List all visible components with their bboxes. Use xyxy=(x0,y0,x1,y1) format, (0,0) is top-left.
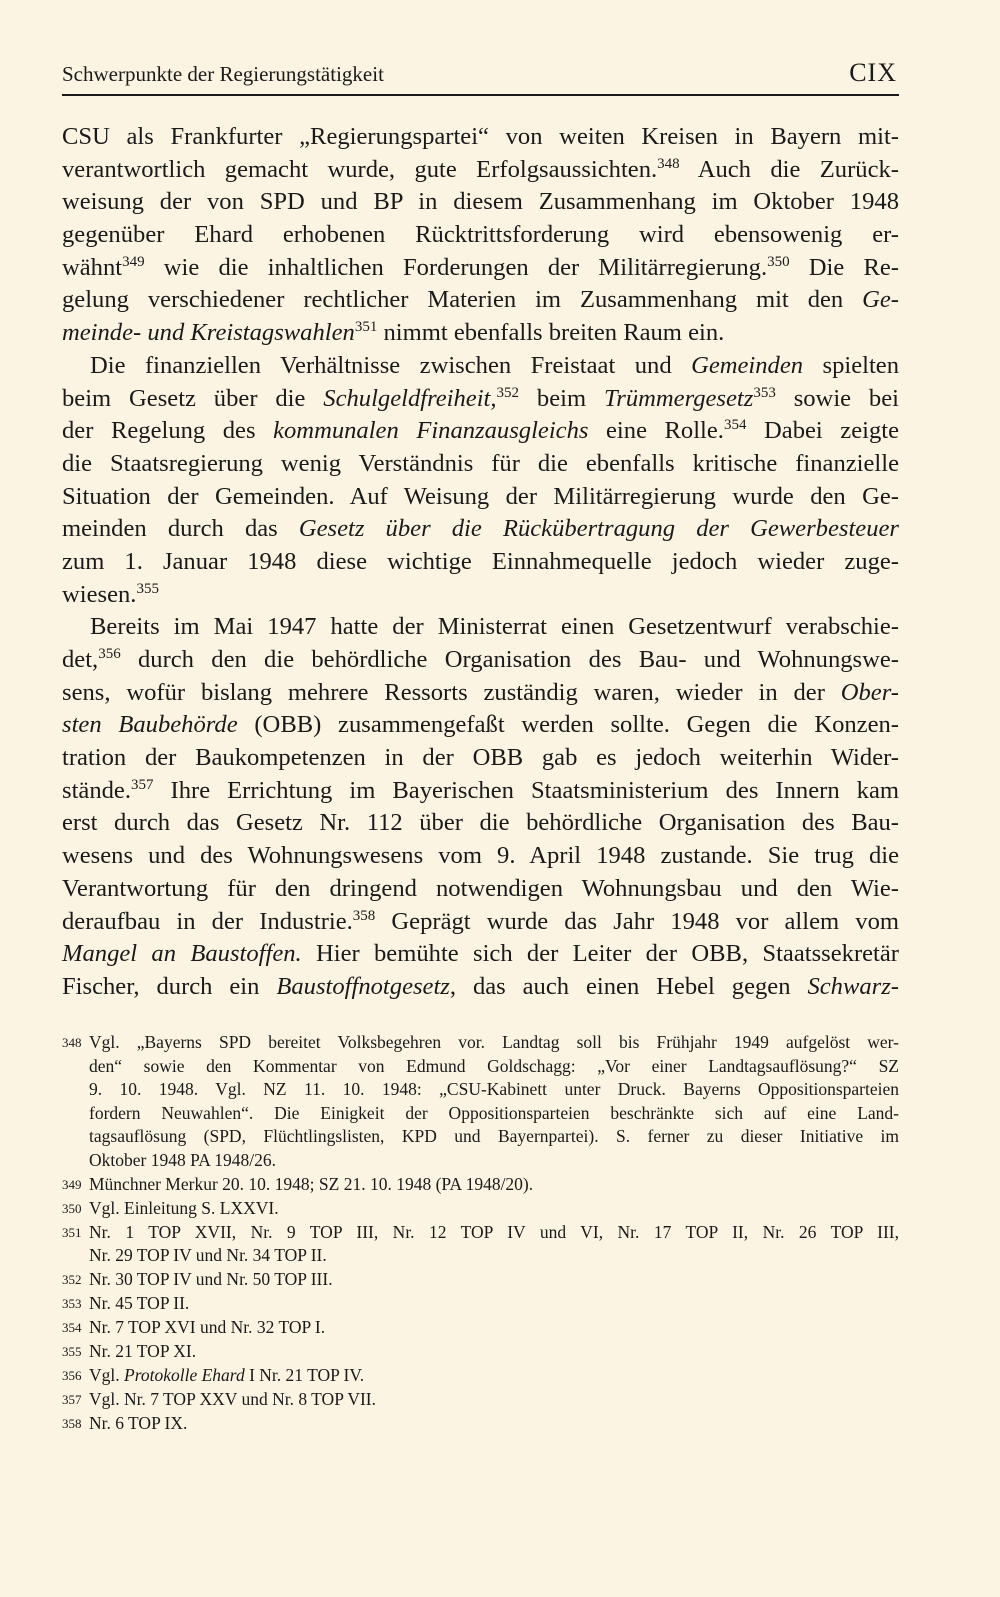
text-line xyxy=(62,350,899,383)
text-run: Vgl. Einleitung S. LXXVI. xyxy=(89,1197,279,1218)
text-line xyxy=(62,481,899,514)
text-line xyxy=(62,121,899,154)
footnote xyxy=(62,1412,899,1436)
text-run: Oktober 1948 PA 1948/26. xyxy=(89,1149,277,1170)
text-run: 9. 10. 1948. Vgl. NZ 11. 10. 1948: „CSU-Kabinett unter Druck. Bayerns Oppositionsparteien xyxy=(89,1079,899,1100)
text-run: CSU als Frankfurter „Regierungspartei“ von weiten Kreisen in Bayern mit- xyxy=(62,123,899,150)
text-line xyxy=(62,513,899,546)
text-line xyxy=(62,448,899,481)
text-run: verantwortlich gemacht wurde, gute Erfolgsaussichten. xyxy=(62,155,658,183)
text-line xyxy=(62,186,899,219)
footnote-ref: 358 xyxy=(352,907,376,924)
text-line xyxy=(62,840,899,873)
text-line xyxy=(62,383,899,416)
text-run: Vgl. xyxy=(89,1364,124,1385)
text-run: sens, wofür bislang mehrere Ressorts zuständig waren, wieder in der xyxy=(62,678,841,706)
text-line xyxy=(62,252,899,285)
footnote-line xyxy=(89,1292,899,1316)
footnote-number: 351 xyxy=(62,1224,82,1240)
footnote-text xyxy=(89,1292,899,1316)
footnote xyxy=(62,1221,899,1268)
footnote xyxy=(62,1292,899,1316)
text-run: Dabei zeigte xyxy=(746,417,899,445)
footnote-ref: 352 xyxy=(496,384,520,401)
italic-text: kommunalen Finanzausgleichs xyxy=(273,417,589,445)
text-line xyxy=(62,579,899,612)
page-number: CIX xyxy=(849,58,897,87)
footnote-number: 352 xyxy=(62,1271,82,1287)
footnote-line xyxy=(89,1316,899,1340)
text-run: Nr. 21 TOP XI. xyxy=(89,1340,197,1361)
footnote xyxy=(62,1173,899,1197)
text-run: die Staatsregierung wenig Verständnis für die ebenfalls kritische finanzielle xyxy=(62,449,899,477)
text-line xyxy=(62,906,899,939)
text-line xyxy=(62,284,899,317)
text-run: (OBB) zusammengefaßt werden sollte. Gegen die Konzen- xyxy=(237,711,899,739)
text-run: zum 1. Januar 1948 diese wichtige Einnahmequelle jedoch wieder zuge- xyxy=(62,547,899,575)
footnote-number: 349 xyxy=(62,1176,82,1192)
footnote-text xyxy=(89,1197,899,1221)
footnote-ref: 349 xyxy=(122,253,145,270)
text-line xyxy=(62,219,899,252)
footnote-line xyxy=(89,1221,899,1245)
text-run: Nr. 29 TOP IV und Nr. 34 TOP II. xyxy=(89,1245,327,1266)
footnote-ref: 353 xyxy=(753,384,776,401)
footnote-number: 348 xyxy=(62,1035,82,1050)
footnote-ref: 354 xyxy=(723,417,747,434)
text-run: stände. xyxy=(62,776,131,804)
text-run: Nr. 6 TOP IX. xyxy=(89,1412,188,1433)
footnote-text xyxy=(89,1412,899,1436)
footnote-text xyxy=(89,1031,899,1173)
footnote-text xyxy=(89,1268,899,1292)
text-line xyxy=(62,677,899,710)
footnote-ref: 351 xyxy=(354,319,378,336)
italic-text: Baustoffnotgesetz xyxy=(276,972,450,1000)
text-line xyxy=(62,709,899,742)
text-run: meinden durch das xyxy=(62,515,299,543)
footnote-number: 355 xyxy=(62,1343,82,1359)
text-run: Die Re- xyxy=(789,253,899,281)
italic-text: sten Baubehörde xyxy=(62,711,238,739)
footnote xyxy=(62,1316,899,1340)
text-run: nimmt ebenfalls breiten Raum ein. xyxy=(377,319,725,347)
text-run: gegenüber Ehard erhobenen Rücktrittsforderung wird ebensowenig er- xyxy=(62,221,899,249)
body-text xyxy=(62,121,899,1004)
italic-text: Gemeinden xyxy=(691,351,804,379)
footnote-line xyxy=(89,1412,899,1436)
footnote-line xyxy=(89,1031,899,1055)
text-run: Hier bemühte sich der Leiter der OBB, Staatssekretär xyxy=(301,940,899,968)
text-run: gelung verschiedener rechtlicher Materien im Zusammenhang mit den xyxy=(62,286,863,314)
text-run: wiesen. xyxy=(62,580,137,608)
footnote-text xyxy=(89,1173,899,1197)
footnote-line xyxy=(89,1340,899,1364)
text-run: spielten xyxy=(803,351,899,379)
text-run: tagsauflösung (SPD, Flüchtlingslisten, KPD und Bayernpartei). S. ferner zu dieser Initiative im xyxy=(89,1126,899,1147)
text-line xyxy=(62,644,899,677)
footnote-number: 350 xyxy=(62,1200,82,1216)
text-run: Die finanziellen Verhältnisse zwischen Freistaat und xyxy=(90,351,692,379)
footnote-ref: 350 xyxy=(767,253,790,270)
text-line xyxy=(62,415,899,448)
text-run: beim xyxy=(519,384,604,412)
footnote-number: 356 xyxy=(62,1367,82,1383)
text-run: , das auch einen Hebel gegen xyxy=(449,972,808,1000)
italic-text: Protokolle Ehard xyxy=(124,1364,245,1385)
text-run: wie die inhaltlichen Forderungen der Militärregierung. xyxy=(144,253,768,281)
text-run: deraufbau in der Industrie. xyxy=(62,907,353,935)
text-run: tration der Baukompetenzen in der OBB gab es jedoch weiterhin Wider- xyxy=(62,744,899,772)
footnote-number: 357 xyxy=(62,1391,82,1407)
text-line xyxy=(62,807,899,840)
italic-text: Ge- xyxy=(862,286,899,314)
text-run: erst durch das Gesetz Nr. 112 über die behördliche Organisation des Bau- xyxy=(62,809,899,837)
footnote-ref: 357 xyxy=(130,776,154,793)
footnote-ref: 355 xyxy=(136,580,159,597)
text-run: Geprägt wurde das Jahr 1948 vor allem vom xyxy=(375,907,899,935)
text-line xyxy=(62,742,899,775)
text-run: durch den die behördliche Organisation des Bau- und Wohnungswe- xyxy=(120,646,899,673)
text-run: wesens und des Wohnungswesens vom 9. April 1948 zustande. Sie trug die xyxy=(62,842,899,870)
text-run: der Regelung des xyxy=(62,417,274,445)
footnote-line xyxy=(89,1055,899,1079)
italic-text: Schulgeldfreiheit, xyxy=(323,384,497,412)
footnote-line xyxy=(89,1078,899,1102)
text-line xyxy=(62,938,899,971)
text-run: Münchner Merkur 20. 10. 1948; SZ 21. 10. 1948 (PA 1948/20). xyxy=(89,1173,534,1194)
footnote xyxy=(62,1031,899,1173)
footnote-number: 358 xyxy=(62,1415,82,1431)
footnote-text xyxy=(89,1221,899,1268)
footnote-text xyxy=(89,1340,899,1364)
footnote-line xyxy=(89,1364,899,1388)
text-run: Vgl. „Bayerns SPD bereitet Volksbegehren vor. Landtag soll bis Frühjahr 1949 aufgelöst wer- xyxy=(89,1032,899,1052)
footnote-text xyxy=(89,1316,899,1340)
text-run: Verantwortung für den dringend notwendigen Wohnungsbau und den Wie- xyxy=(62,874,899,902)
text-line xyxy=(62,971,899,1004)
text-run: Auch die Zurück- xyxy=(679,155,899,183)
text-run: fordern Neuwahlen“. Die Einigkeit der Oppositionsparteien beschränkte sich auf eine Land- xyxy=(89,1102,899,1123)
text-run: Nr. 30 TOP IV und Nr. 50 TOP III. xyxy=(89,1268,333,1289)
footnote-line xyxy=(89,1125,899,1149)
footnote xyxy=(62,1388,899,1412)
text-line xyxy=(62,611,899,644)
text-run: Vgl. Nr. 7 TOP XXV und Nr. 8 TOP VII. xyxy=(89,1388,377,1409)
footnote-line xyxy=(89,1268,899,1292)
text-run: sowie bei xyxy=(775,384,899,412)
footnote-line xyxy=(89,1102,899,1126)
footnote-text xyxy=(89,1388,899,1412)
text-run: Ihre Errichtung im Bayerischen Staatsministerium des Innern kam xyxy=(153,776,899,804)
italic-text: Ober- xyxy=(840,678,899,706)
text-run: Fischer, durch ein xyxy=(62,972,277,1000)
text-run: I Nr. 21 TOP IV. xyxy=(244,1364,365,1385)
text-run: Nr. 7 TOP XVI und Nr. 32 TOP I. xyxy=(89,1316,326,1337)
italic-text: Schwarz- xyxy=(807,972,899,1000)
footnote-line xyxy=(89,1173,899,1197)
footnote-ref: 356 xyxy=(98,646,121,662)
italic-text: meinde- und Kreistagswahlen xyxy=(62,319,355,347)
footnote-line xyxy=(89,1388,899,1412)
text-run: beim Gesetz über die xyxy=(62,384,324,412)
footnote-ref: 348 xyxy=(657,155,680,172)
running-title: Schwerpunkte der Regierungstätigkeit xyxy=(62,62,384,86)
text-line xyxy=(62,154,899,187)
footnote-line xyxy=(89,1197,899,1221)
footnote xyxy=(62,1197,899,1221)
text-run: Bereits im Mai 1947 hatte der Ministerrat einen Gesetzentwurf verabschie- xyxy=(90,613,899,641)
footnote-line xyxy=(89,1149,899,1173)
footnote xyxy=(62,1268,899,1292)
footnote-text xyxy=(89,1364,899,1388)
text-run: Nr. 1 TOP XVII, Nr. 9 TOP III, Nr. 12 TOP IV und VI, Nr. 17 TOP II, Nr. 26 TOP III, xyxy=(89,1221,899,1242)
running-header xyxy=(62,58,899,96)
italic-text: Mangel an Baustoffen. xyxy=(62,940,302,968)
text-line xyxy=(62,775,899,808)
footnote xyxy=(62,1340,899,1364)
footnote xyxy=(62,1364,899,1388)
text-run: eine Rolle. xyxy=(588,417,724,445)
text-run: det, xyxy=(62,646,99,673)
italic-text: Gesetz über die Rückübertragung der Gewerbesteuer xyxy=(298,515,899,543)
text-run: wähnt xyxy=(62,253,123,281)
text-run: den“ sowie den Kommentar von Edmund Goldschagg: „Vor einer Landtagsauflösung?“ SZ xyxy=(89,1055,899,1076)
italic-text: Trümmergesetz xyxy=(603,384,754,412)
text-run: weisung der von SPD und BP in diesem Zusammenhang im Oktober 1948 xyxy=(62,188,899,216)
text-line xyxy=(62,873,899,906)
text-line xyxy=(62,546,899,579)
footnotes xyxy=(62,1031,899,1436)
footnote-number: 354 xyxy=(62,1319,82,1335)
text-line xyxy=(62,317,899,350)
text-run: Situation der Gemeinden. Auf Weisung der Militärregierung wurde den Ge- xyxy=(62,482,899,510)
text-run: Nr. 45 TOP II. xyxy=(89,1292,190,1313)
footnote-line xyxy=(89,1244,899,1268)
footnote-number: 353 xyxy=(62,1295,82,1311)
